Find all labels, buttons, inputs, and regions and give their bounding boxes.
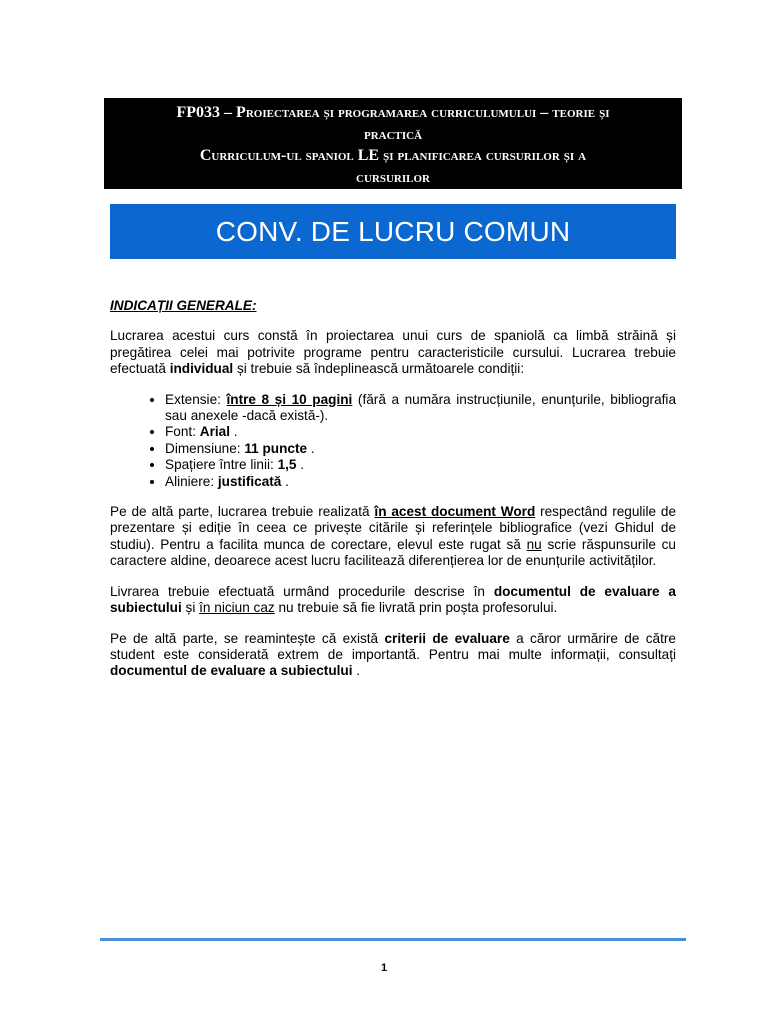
list-item-spacing: [165, 457, 676, 473]
list-item-extension: [165, 392, 676, 425]
intro-bold-individual: individual: [169, 361, 234, 377]
banner-title: CONV. DE LUCRU COMUN: [215, 216, 571, 247]
p2-text-3: scrie răspunsurile cu caractere aldine, deoarece acest lucru facilitează diferențierea lor de enunțurile activităților.: [110, 536, 676, 569]
section-heading: INDICAȚII GENERALE:: [110, 298, 257, 313]
p3-text-3: nu trebuie să fie livrată prin poșta profesorului.: [274, 600, 558, 616]
extension-label: Extensie:: [165, 391, 227, 407]
spacing-label: Spațiere între linii:: [165, 457, 278, 473]
p3-in-no-case: în niciun caz: [199, 600, 275, 616]
p4-text-2: a căror urmărire de către student este considerată extrem de importantă. Pentru mai multe informații, consultați: [110, 630, 676, 662]
size-end: .: [307, 440, 315, 456]
spacing-value: 1,5: [277, 457, 297, 473]
size-label: Dimensiune:: [165, 440, 245, 456]
font-label: Font:: [165, 424, 200, 440]
size-value: 11 puncte: [244, 440, 308, 456]
p4-text-3: .: [352, 663, 361, 679]
title-banner: [110, 204, 676, 259]
font-end: .: [230, 424, 238, 440]
page-number: 1: [380, 962, 388, 974]
p4-evaluation-document: documentul de evaluare a subiectului: [110, 663, 353, 679]
extension-note: (fără a număra instrucțiunile, enunțurile, bibliografia sau anexele -dacă există-).: [165, 391, 676, 424]
p3-text-1: Livrarea trebuie efectuată urmând procedurile descrise în: [110, 583, 494, 599]
list-item-font: [165, 424, 676, 440]
p2-text-2: respectând regulile de prezentare și ediție în ceea ce privește citările și referințele bibliografice (vezi Ghidul de studiu). Pentru a facilita munca de corectare, elevul este rugat să: [110, 504, 676, 552]
document-body: [110, 298, 676, 694]
course-header-line-3: Curriculum-ul spaniol LE și planificarea cursurilor și a: [199, 147, 587, 164]
align-label: Aliniere:: [165, 473, 218, 489]
footer-divider: [100, 938, 686, 941]
criteria-paragraph: [110, 631, 676, 680]
p2-text-1: Pe de altă parte, lucrarea trebuie realizată: [110, 504, 375, 520]
intro-text-1: Lucrarea acestui curs constă în proiectarea unui curs de spaniolă ca limbă străină și pregătirea celei mai potrivite programe pentru caracteristicile cursului. Lucrarea trebuie efectuată: [110, 328, 676, 377]
requirements-list: [110, 392, 676, 490]
course-header-line-1: FP033 – Proiectarea și programarea curriculumului – teorie și: [176, 104, 610, 121]
list-item-align: [165, 474, 676, 490]
extension-value: între 8 și 10 pagini: [226, 391, 353, 407]
course-header-line-2: practică: [363, 125, 423, 143]
delivery-paragraph: [110, 584, 676, 617]
spacing-end: .: [296, 457, 305, 473]
p3-text-2: și: [181, 600, 200, 616]
course-header-line-4: cursurilor: [356, 168, 430, 186]
align-end: .: [281, 473, 289, 489]
align-value: justificată: [217, 473, 282, 489]
p2-nu: nu: [526, 536, 542, 552]
course-header: [104, 98, 682, 189]
intro-paragraph: [110, 328, 676, 377]
font-value: Arial: [199, 424, 230, 440]
word-document-paragraph: [110, 504, 676, 570]
intro-text-2: și trebuie să îndeplinească următoarele condiții:: [233, 361, 525, 377]
p4-text-1: Pe de altă parte, se reamintește că există: [110, 630, 385, 646]
list-item-size: [165, 441, 676, 457]
p3-evaluation-document: documentul de evaluare a subiectului: [110, 583, 676, 616]
p2-word-document: în acest document Word: [374, 504, 536, 520]
p4-evaluation-criteria: criterii de evaluare: [384, 630, 510, 646]
